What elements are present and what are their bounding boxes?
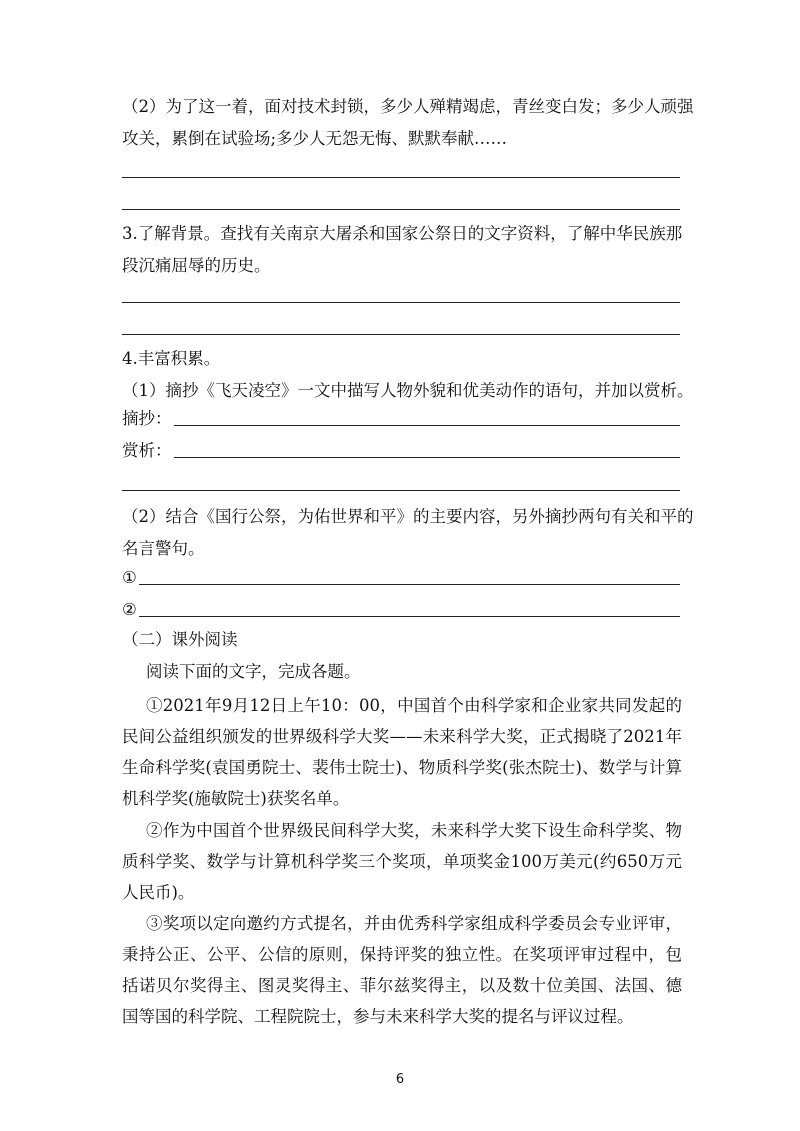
question-4-part2: （2）结合《国行公祭，为佑世界和平》的主要内容，另外摘抄两句有关和平的 (122, 507, 694, 526)
question-4-part1: （1）摘抄《飞天凌空》一文中描写人物外貌和优美动作的语句，并加以赏析。 (122, 381, 694, 400)
excerpt-row (122, 408, 680, 430)
question-text-line: 攻关，累倒在试验场;多少人无怨无悔、默默奉献…… (122, 129, 508, 148)
question-text-line: （2）为了这一着，面对技术封锁，多少人殚精竭虑，青丝变白发；多少人顽强 (122, 97, 694, 116)
analysis-label: 赏析： (122, 441, 172, 460)
question-4-part2: 名言警句。 (122, 539, 205, 558)
question-4-title: 4.丰富积累。 (122, 349, 221, 368)
analysis-blank (174, 457, 681, 458)
quote-2-blank (139, 616, 680, 617)
section-heading: （二）课外阅读 (122, 630, 238, 649)
answer-line (122, 209, 680, 210)
answer-line (122, 177, 680, 178)
quote-1-label: ① (122, 568, 137, 587)
excerpt-blank (174, 425, 681, 426)
passage-paragraph-1: ①2021年9月12日上午10：00，中国首个由科学家和企业家共同发起的民间公益组织颁发的世界级科学大奖——未来科学大奖，正式揭晓了2021年生命科学奖(袁国勇院士、裴伟士院士)、物质科学奖(张杰院士)、数学与计算机科学奖(施敏院士)获奖名单。 (122, 696, 682, 808)
answer-line (122, 490, 680, 491)
excerpt-label: 摘抄： (122, 409, 172, 428)
quote-2-label: ② (122, 600, 137, 619)
quote-row-2 (122, 599, 680, 621)
quote-1-blank (139, 584, 680, 585)
passage-paragraph-2: ②作为中国首个世界级民间科学大奖，未来科学大奖下设生命科学奖、物质科学奖、数学与计算机科学奖三个奖项，单项奖金100万美元(约650万元人民币)。 (122, 821, 682, 902)
page-number: 6 (395, 1072, 405, 1087)
answer-line (122, 334, 680, 335)
question-3-text: 段沉痛屈辱的历史。 (122, 256, 271, 275)
question-3-text: 3.了解背景。查找有关南京大屠杀和国家公祭日的文字资料，了解中华民族那 (122, 224, 683, 243)
passage-paragraph-3: ③奖项以定向邀约方式提名，并由优秀科学家组成科学委员会专业评审，秉持公正、公平、公信的原则，保持评奖的独立性。在奖项评审过程中，包括诺贝尔奖得主、图灵奖得主、菲尔兹奖得主，以及数十位美国、法国、德国等国的科学院、工程院院士，参与未来科学大奖的提名与评议过程。 (122, 914, 682, 1026)
answer-line (122, 302, 680, 303)
reading-intro: 阅读下面的文字，完成各题。 (146, 662, 361, 681)
analysis-row (122, 440, 680, 462)
quote-row-1 (122, 567, 680, 589)
